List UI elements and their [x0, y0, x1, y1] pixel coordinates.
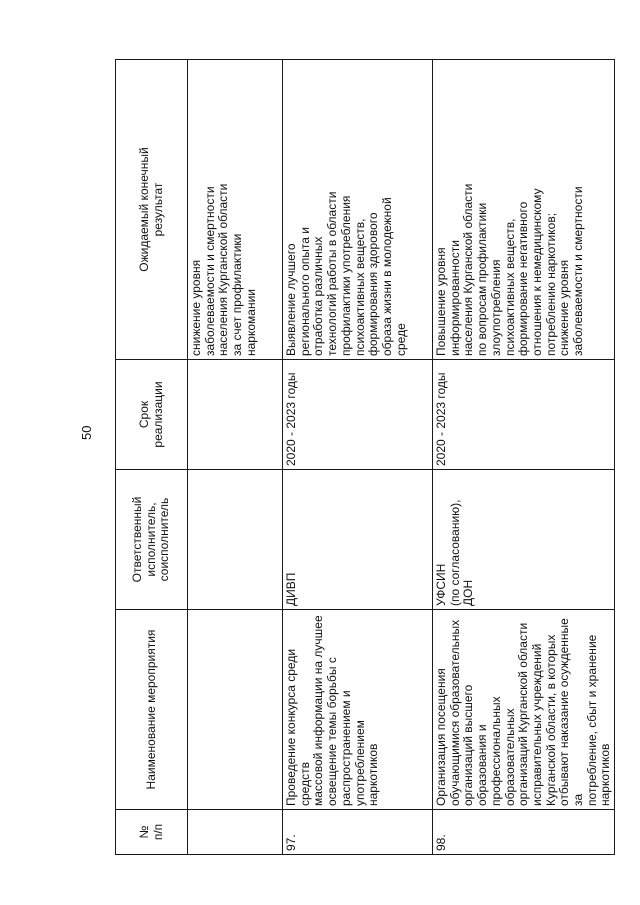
header-executor: Ответственный исполнитель, соисполнитель [116, 470, 188, 610]
table-row [433, 60, 615, 855]
measures-table [115, 59, 615, 855]
header-expected-result: Ожидаемый конечный результат [116, 60, 188, 360]
row-measure-name: Организация посещения обучающимися образовательных организаций высшего образования и профессиональных образовательных организаций Курганской области исправительных учреждений Курганской области, в которых отбывают наказание осужденные за потребление, сбыт и хранение наркотиков [433, 610, 615, 810]
row-executor [188, 470, 283, 610]
page-number: 50 [79, 425, 94, 440]
row-term: 2020 - 2023 годы [283, 360, 433, 470]
header-number: № п/п [116, 810, 188, 855]
header-measure-name: Наименование мероприятия [116, 610, 188, 810]
row-term: 2020 - 2023 годы [433, 360, 615, 470]
row-expected-result: снижение уровня заболеваемости и смертности населения Курганской области за счет профилактики наркомании [188, 60, 283, 360]
table-row [188, 60, 283, 855]
row-measure-name: Проведение конкурса среди средств массовой информации на лучшее освещение темы борьбы с распространением и употреблением наркотиков [283, 610, 433, 810]
row-number: 98. [433, 810, 615, 855]
row-measure-name [188, 610, 283, 810]
row-number [188, 810, 283, 855]
row-executor: УФСИН (по согласованию), ДОН [433, 470, 615, 610]
row-executor: ДИВП [283, 470, 433, 610]
rotated-page-content [115, 60, 613, 855]
row-number: 97. [283, 810, 433, 855]
table-row [283, 60, 433, 855]
row-expected-result: Повышение уровня информированности населения Курганской области по вопросам профилактики злоупотребления психоактивных веществ, формирование негативного отношения к немедицинскому потреблению наркотиков; снижение уровня заболеваемости и смертности [433, 60, 615, 360]
row-term [188, 360, 283, 470]
row-expected-result: Выявление лучшего регионального опыта и отработка различных технологий работы в области профилактики употребления психоактивных веществ, формирования здорового образа жизни в молодежной среде [283, 60, 433, 360]
header-term: Срок реализации [116, 360, 188, 470]
table-header-row [116, 60, 188, 855]
